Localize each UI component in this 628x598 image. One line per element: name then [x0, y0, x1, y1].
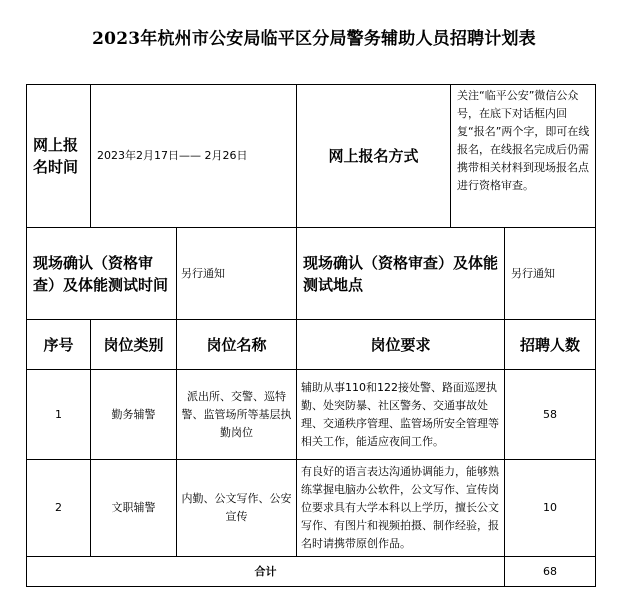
onsite-place-label: 现场确认（资格审查）及体能测试地点	[297, 228, 505, 320]
row-index: 2	[27, 460, 91, 557]
page-title: 2023年杭州市公安局临平区分局警务辅助人员招聘计划表	[92, 29, 536, 49]
header-requirements: 岗位要求	[297, 320, 505, 370]
row-count: 10	[505, 460, 596, 557]
row-requirements: 辅助从事110和122接处警、路面巡逻执勤、处突防暴、社区警务、交通事故处理、交通秩序管理、监管场所安全管理等相关工作，能适应夜间工作。	[297, 370, 505, 460]
online-method-value: 关注“临平公安”微信公众号，在底下对话框内回复“报名”两个字，即可在线报名，在线报名完成后仍需携带相关材料到现场报名点进行资格审查。	[451, 85, 596, 228]
recruitment-table	[26, 84, 596, 587]
table-row	[27, 460, 596, 557]
onsite-time-label: 现场确认（资格审查）及体能测试时间	[27, 228, 177, 320]
total-row	[27, 557, 596, 587]
online-time-value: 2023年2月17日—— 2月26日	[91, 85, 297, 228]
online-time-label: 网上报名时间	[27, 85, 91, 228]
row-index: 1	[27, 370, 91, 460]
onsite-place-value: 另行通知	[505, 228, 596, 320]
total-label: 合计	[27, 557, 505, 587]
row-position-name: 派出所、交警、巡特警、监管场所等基层执勤岗位	[177, 370, 297, 460]
row-count: 58	[505, 370, 596, 460]
row-category: 文职辅警	[91, 460, 177, 557]
online-method-label: 网上报名方式	[297, 85, 451, 228]
total-value: 68	[505, 557, 596, 587]
row-category: 勤务辅警	[91, 370, 177, 460]
onsite-time-value: 另行通知	[177, 228, 297, 320]
header-count: 招聘人数	[505, 320, 596, 370]
row-requirements: 有良好的语言表达沟通协调能力，能够熟练掌握电脑办公软件，公文写作、宣传岗位要求具有大学本科以上学历，擅长公文写作、有图片和视频拍摄、制作经验，报名时请携带原创作品。	[297, 460, 505, 557]
header-category: 岗位类别	[91, 320, 177, 370]
header-index: 序号	[27, 320, 91, 370]
row-position-name: 内勤、公文写作、公安宣传	[177, 460, 297, 557]
header-name: 岗位名称	[177, 320, 297, 370]
table-row	[27, 370, 596, 460]
